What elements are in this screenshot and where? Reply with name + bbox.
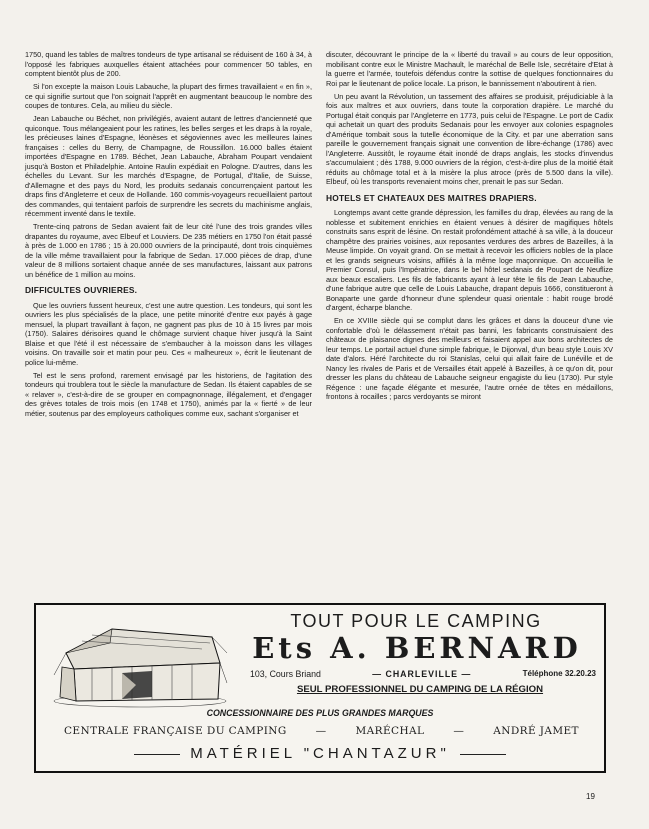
section-heading: DIFFICULTES OUVRIERES. bbox=[25, 285, 138, 295]
divider bbox=[460, 754, 506, 755]
ad-phone: Téléphone 32.20.23 bbox=[522, 669, 596, 678]
ad-material-line bbox=[36, 745, 604, 762]
ad-brand: MARÉCHAL bbox=[355, 725, 425, 737]
paragraph: En ce XVIIIe siècle qui se complut dans les grâces et dans la douceur d'une vie confortable d'où le délassement n'était pas banni, les fabricants construisaient des châteaux de plaisance dignes des meilleurs et faisaient appel aux bons architectes de leur temps. Le portail actuel d'une simple fabrique, le Dijonval, d'un beau style Louis XV date d'alors. Héré l'architecte du roi Stanislas, celui qui allait faire de Lunéville et de Nancy les rivales de Paris et de Versailles était appelé à Bazeilles, à ce qu'on dit, pour dresser les plans du château de Labauche seigneur engagiste du lieu (1730). Pur style Régence : une façade élégante et mesurée, l'autre ornée de têtes en médaillons, frontons à rocailles ; parcs verdoyants se miront bbox=[326, 316, 613, 401]
ad-brands-row bbox=[64, 725, 579, 737]
ad-separator: — bbox=[453, 725, 465, 737]
paragraph: Longtemps avant cette grande dépression, les familles du drap, élevées au rang de la noblesse et subitement enrichies en étaient venues à désirer de magifiques hôtels construits sans esprit de lésine. On restait profondément attaché à sa ville, à la douceur champêtre des prairies voisines, aux reposantes verdures des arbres de Bazeilles, à la Meuse limpide. On voyait grand. On se mettait à recevoir les officiers nobles de la place et les grands seigneurs voisins, affiliés à la même loge maçonnique. On accueillia le Premier Consul, puis l'Impératrice, dans le bel hôtel sedanais de Poupart de Neuflize aux beaux escaliers. Les fils de fabricants ayant à leur tête le fils de Jean Labauche, d'une fabrique autre que celle de Louis Labauche, drapant depuis 1666, constitueront à Bonaparte une garde d'honneur d'une splendeur quasi orientale : habit rouge brodé d'argent, écharpe blanche. bbox=[326, 208, 613, 312]
tent-illustration-icon bbox=[52, 623, 228, 709]
ad-tagline: SEUL PROFESSIONNEL DU CAMPING DE LA RÉGION bbox=[296, 684, 544, 695]
paragraph: Tel est le sens profond, rarement envisagé par les historiens, de l'agitation des tondeurs qui troublera tout le siècle la manufacture de Sedan. Ils étaient capables de se « relaver », c'est-à-dire de se grouper en compagnonnage, illégalement, et d'engager des grèves totales de trois mois (en 1748 et 1750), animés par la « fierté » de leur métier, soutenus par des employeurs catholiques comme eux, sachant s'organiser et bbox=[25, 370, 312, 418]
paragraph: Un peu avant la Révolution, un tassement des affaires se produisit, préjudiciable à la fois aux maîtres et aux ouvriers, dans toute la corporation drapière. Le marché du Portugal était conquis par l'Angleterre en 1773, puis celui de l'Espagne. Le port de Cadix qui achetait un quart des produits Sedanais pour les envoyer aux colonies espagnoles d'Amérique tombait sous la tutelle économique de la City. et par une aberration sans pareille le gouvernement français signait une convention de libre-échange (1786) avec l'Angleterre. Aussitôt, le royaume était inondé de draps anglais, les stocks d'invendus s'accumulaient ; dès 1788, 9.000 ouvriers de la région, c'est-à-dire plus de la moitié était réduits au chômage total et à la misère la plus atroce (près de 5.500 dans la ville). Elbeuf, où les transports revenaient moins cher, prenait le pas sur Sedan. bbox=[326, 91, 613, 186]
ad-brand: CENTRALE FRANÇAISE DU CAMPING bbox=[64, 725, 287, 737]
divider bbox=[134, 754, 180, 755]
camping-advertisement bbox=[34, 603, 606, 773]
page-number: 19 bbox=[586, 792, 595, 801]
ad-city: — CHARLEVILLE — bbox=[372, 669, 472, 679]
paragraph: Jean Labauche ou Béchet, non privilégiés, avaient autant de lettres d'ancienneté que quiconque. Tous mélangeaient pour les ratines, les belles serges et les draps à la royale, les précieuses laines d'Espagne, léonèses et ségoviennes avec les meilleures laines françaises : celles du Berry, de Champagne, de Roussillon. 16.000 balles étaient importées d'Espagne en 1789. Béchet, Jean Labauche, Abraham Poupart vendaient jusqu'à Boston et Philadelphie. Antoine Raulin expédiait en Pologne. D'autres, dans les échelles du Levant. Sur les marchés d'Espagne, de Portugal, d'Italie, de Suisse, d'Allemagne et des pays du Nord, les produits sedanais concurrençaient partout les draps fins d'Angleterre et ceux de Hollande. 160 commis-voyageurs recueillaient partout des commandes, qui tentaient parfois de surprendre les secrets du machinisme anglais, récemment inventé dans le textile. bbox=[25, 114, 312, 218]
ad-headline: TOUT POUR LE CAMPING bbox=[290, 611, 542, 631]
ad-material: MATÉRIEL "CHANTAZUR" bbox=[190, 745, 450, 762]
paragraph: Que les ouvriers fussent heureux, c'est une autre question. Les tondeurs, qui sont les ouvriers les plus spécialisés de la place, une petite minorité d'entre eux payés à gage mensuel, la plupart travaillant à façon, ne gagnent pas plus de 10 à 15 livres par mois (1750). Salaires dérisoires quand le chômage survient chaque hiver jusqu'à la Saint Blaise et que l'été il est nécessaire de s'embaucher à la moisson dans les villages voisins. On travaille soir et matin pour peu. Ces « malheureux », écrit le lieutenant de police lui-même. bbox=[25, 300, 312, 367]
section-heading: HOTELS ET CHATEAUX DES MAITRES DRAPIERS. bbox=[326, 192, 537, 203]
left-column bbox=[25, 50, 312, 422]
paragraph: Trente-cinq patrons de Sedan avaient fait de leur cité l'une des trois grandes villes drapantes du royaume, avec Elbeuf et Louviers. De 235 métiers en 1750 l'on était passé à près de 1.000 en 1786 ; 15 à 20.000 ouvriers de la principauté, dont trois cinquièmes de la ville même travaillaient pour la fabrique de Sedan. 17.000 pièces de drap, d'une valeur de 8 millions sortaient chaque année de ses manufactures, laissant aux patrons un bénéfice de 1 million au moins. bbox=[25, 222, 312, 279]
paragraph: Si l'on excepte la maison Louis Labauche, la plupart des firmes travaillaient « en fin », ce qui signifie surtout que l'on soignait l'apprêt en augmentant beaucoup le nombre des coupes de tontures. Cela, au milieu du siècle. bbox=[25, 82, 312, 110]
paragraph: discuter, découvrant le principe de la « liberté du travail » au cours de leur opposition, mobilisant contre eux le Ministre Machault, le maréchal de Belle Isle, secrétaire d'Etat à la guerre et l'armée, toutefois défendus contre la sottise de quelques fonctionnaires du Roi par le lieutenant de police locale. La prison, le bannissement n'aboutirent à rien. bbox=[326, 50, 613, 88]
ad-address: 103, Cours Briand bbox=[250, 669, 321, 679]
ad-company-name: Ets A. BERNARD bbox=[252, 631, 582, 665]
ad-brand: ANDRÉ JAMET bbox=[493, 725, 579, 737]
paragraph: 1750, quand les tables de maîtres tondeurs de type artisanal se réduisent de 160 à 34, à l'opposé les fabriques auxquelles étaient attachées pour commencer 50 tables, en comptent bientôt plus de 200. bbox=[25, 50, 312, 78]
right-column bbox=[326, 50, 613, 405]
ad-separator: — bbox=[315, 725, 327, 737]
ad-address-row bbox=[250, 669, 596, 679]
ad-concessionnaire: CONCESSIONNAIRE DES PLUS GRANDES MARQUES bbox=[206, 708, 434, 718]
